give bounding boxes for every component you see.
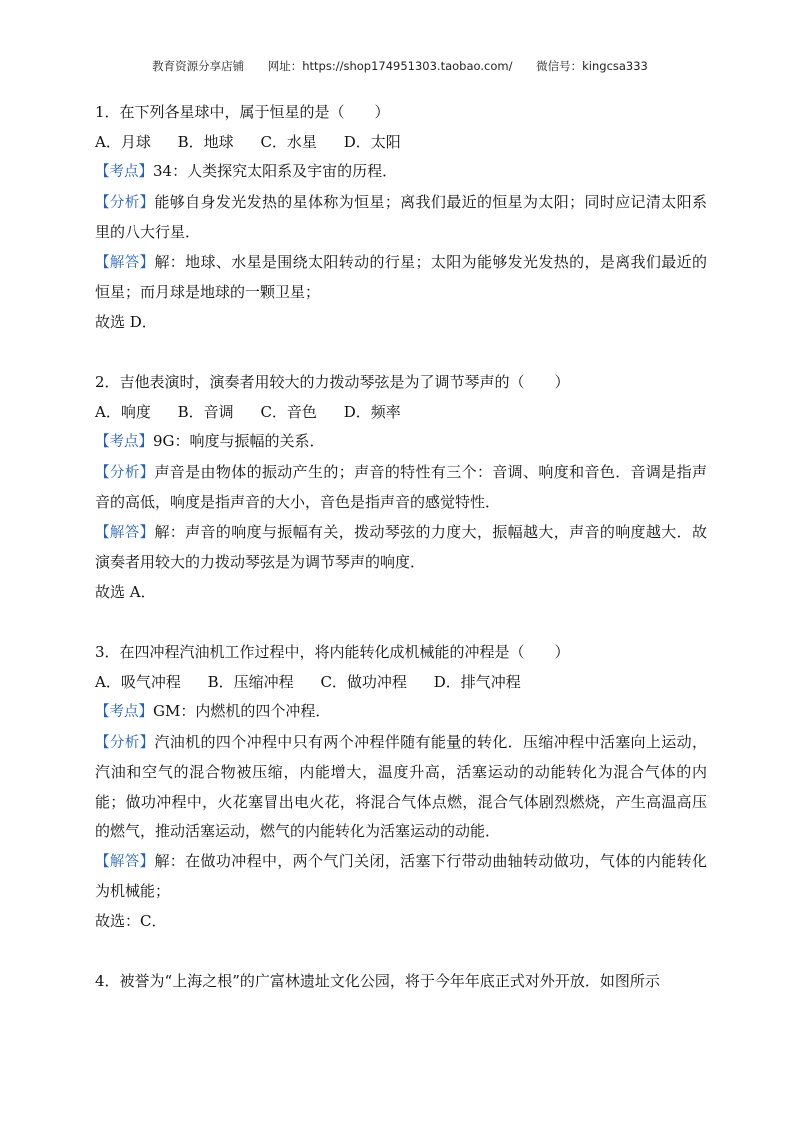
option-a: A．响度 [95, 402, 151, 421]
jieda-tag: 【解答】 [95, 524, 155, 541]
question-3 [95, 638, 707, 936]
kaodian-tag: 【考点】 [95, 704, 153, 720]
jieda-line [95, 518, 707, 578]
option-b: B．压缩冲程 [207, 672, 294, 691]
question-stem: 1．在下列各星球中，属于恒星的是（ ） [95, 103, 390, 121]
question-1 [95, 98, 707, 337]
fenxi-line [95, 188, 707, 248]
question-2 [95, 368, 707, 607]
options-row [95, 128, 707, 158]
jieda-text: 解：在做功冲程中，两个气门关闭，活塞下行带动曲轴转动做功，气体的内能转化为机械能； [95, 851, 707, 900]
shop-url: 网址：https://shop174951303.taobao.com/ [267, 59, 513, 73]
fenxi-tag: 【分析】 [95, 194, 155, 211]
question-4 [95, 967, 707, 997]
jieda-tag: 【解答】 [95, 853, 155, 870]
kaodian-line [95, 697, 707, 728]
option-d: D．排气冲程 [433, 672, 521, 691]
answer-line: 故选：C． [95, 911, 167, 930]
option-c: C．音色 [260, 402, 317, 421]
question-stem: 4．被誉为“上海之根”的广富林遗址文化公园，将于今年年底正式对外开放．如图所示 [95, 972, 660, 990]
jieda-text: 解：地球、水星是围绕太阳转动的行星；太阳为能够发光发热的，是离我们最近的恒星；而月球是地球的一颗卫星； [95, 252, 707, 301]
option-a: A．月球 [95, 132, 151, 151]
kaodian-line [95, 157, 707, 188]
fenxi-text: 汽油机的四个冲程中只有两个冲程伴随有能量的转化．压缩冲程中活塞向上运动，汽油和空气的混合物被压缩，内能增大，温度升高，活塞运动的动能转化为混合气体的内能；做功冲程中，火花塞冒出电火花，将混合气体点燃，混合气体剧烈燃烧，产生高温高压的燃气，推动活塞运动，燃气的内能转化为活塞运动的动能． [95, 732, 707, 840]
options-row [95, 398, 707, 428]
fenxi-text: 能够自身发光发热的星体称为恒星；离我们最近的恒星为太阳；同时应记清太阳系里的八大行星． [95, 192, 707, 241]
options-row [95, 668, 707, 698]
kaodian-text: GM：内燃机的四个冲程． [153, 702, 331, 720]
fenxi-line [95, 458, 707, 518]
wechat-id: 微信号：kingcsa333 [536, 59, 648, 73]
kaodian-line [95, 427, 707, 458]
fenxi-text: 声音是由物体的振动产生的；声音的特性有三个：音调、响度和音色．音调是指声音的高低，响度是指声音的大小，音色是指声音的感觉特性． [95, 462, 707, 511]
option-d: D．频率 [343, 402, 401, 421]
question-stem: 2．吉他表演时，演奏者用较大的力拨动琴弦是为了调节琴声的（ ） [95, 373, 570, 391]
fenxi-tag: 【分析】 [95, 734, 155, 751]
jieda-text: 解：声音的响度与振幅有关，拨动琴弦的力度大，振幅越大，声音的响度越大．故演奏者用较大的力拨动琴弦是为调节琴声的响度． [95, 522, 707, 571]
jieda-tag: 【解答】 [95, 254, 155, 271]
option-b: B．地球 [177, 132, 234, 151]
fenxi-tag: 【分析】 [95, 464, 155, 481]
question-stem: 3．在四冲程汽油机工作过程中，将内能转化成机械能的冲程是（ ） [95, 643, 570, 661]
kaodian-text: 34：人类探究太阳系及宇宙的历程． [153, 162, 398, 180]
kaodian-tag: 【考点】 [95, 434, 153, 450]
option-c: C．水星 [260, 132, 317, 151]
answer-line: 故选 A． [95, 582, 156, 601]
option-a: A．吸气冲程 [95, 672, 181, 691]
jieda-line [95, 847, 707, 907]
answer-line: 故选 D． [95, 312, 157, 331]
page-header [0, 58, 800, 74]
option-d: D．太阳 [343, 132, 401, 151]
fenxi-line [95, 728, 707, 847]
document-body [95, 98, 707, 1028]
option-c: C．做功冲程 [320, 672, 407, 691]
jieda-line [95, 248, 707, 308]
option-b: B．音调 [177, 402, 234, 421]
kaodian-text: 9G：响度与振幅的关系． [153, 432, 325, 450]
shop-name: 教育资源分享店铺 [152, 59, 245, 73]
kaodian-tag: 【考点】 [95, 164, 153, 180]
